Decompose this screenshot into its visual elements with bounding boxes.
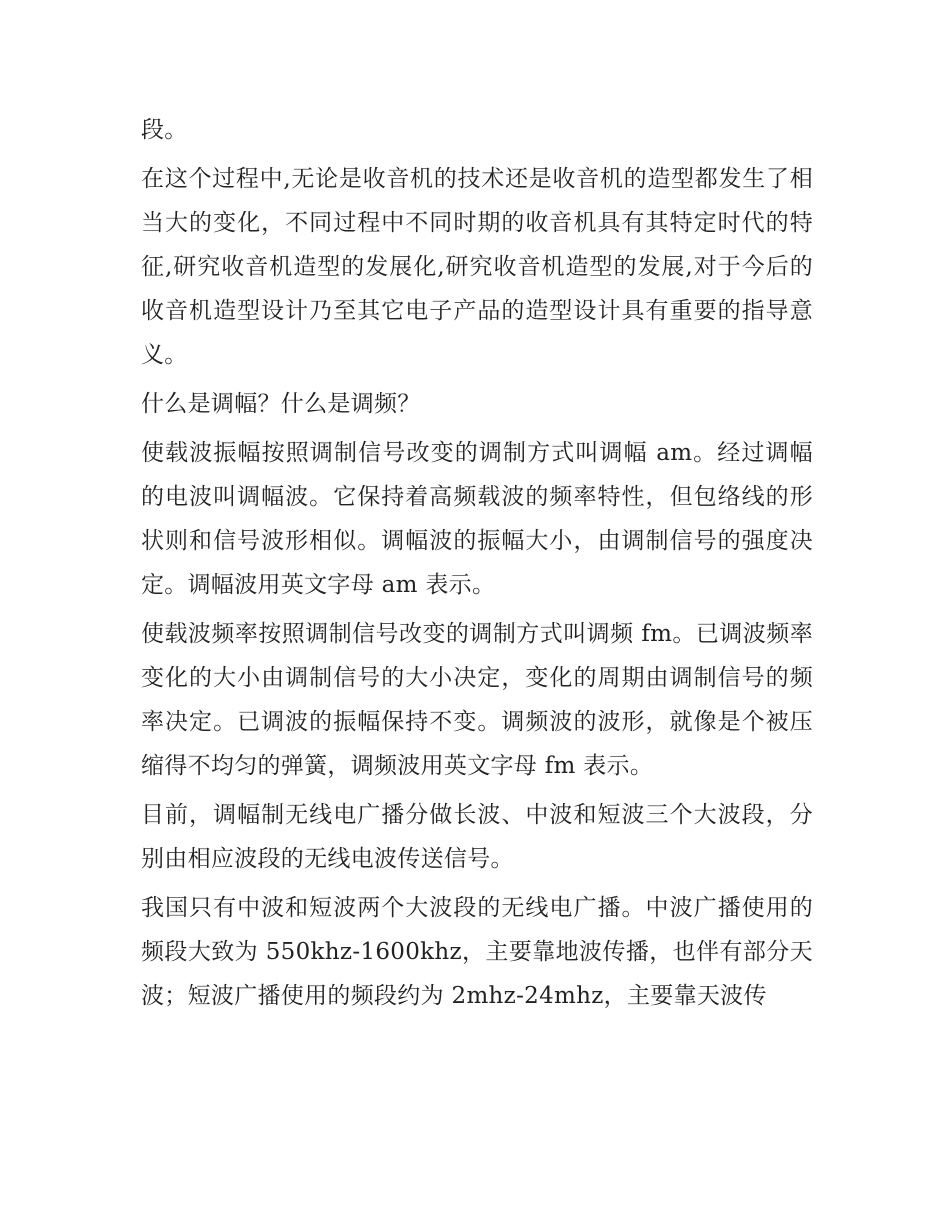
paragraph-fm-definition: 使载波频率按照调制信号改变的调制方式叫调频 fm。已调波频率变化的大小由调制信号的大小决定，变化的周期由调制信号的频率决定。已调波的振幅保持不变。调频波的波形，就像是个被压缩得不均匀的弹簧，调频波用英文字母 fm 表示。 (141, 621, 813, 779)
paragraph-continuation: 段。 (141, 117, 188, 143)
paragraph-am-broadcast-bands: 目前，调幅制无线电广播分做长波、中波和短波三个大波段，分别由相应波段的无线电波传送信号。 (141, 802, 813, 872)
paragraph-question-am-fm: 什么是调幅？什么是调频？ (141, 391, 421, 417)
paragraph-radio-design-evolution: 在这个过程中,无论是收音机的技术还是收音机的造型都发生了相当大的变化，不同过程中不同时期的收音机具有其特定时代的特征,研究收音机造型的发展化,研究收音机造型的发展,对于今后的收音机造型设计乃至其它电子产品的造型设计具有重要的指导意义。 (141, 166, 813, 368)
paragraph-china-broadcast-bands: 我国只有中波和短波两个大波段的无线电广播。中波广播使用的频段大致为 550khz-1600khz，主要靠地波传播，也伴有部分天波；短波广播使用的频段约为 2mhz-24mhz，主要靠天波传 (141, 895, 813, 1009)
paragraph-am-definition: 使载波振幅按照调制信号改变的调制方式叫调幅 am。经过调幅的电波叫调幅波。它保持着高频载波的频率特性，但包络线的形状则和信号波形相似。调幅波的振幅大小，由调制信号的强度决定。调幅波用英文字母 am 表示。 (141, 440, 813, 598)
document-body (141, 108, 813, 1023)
